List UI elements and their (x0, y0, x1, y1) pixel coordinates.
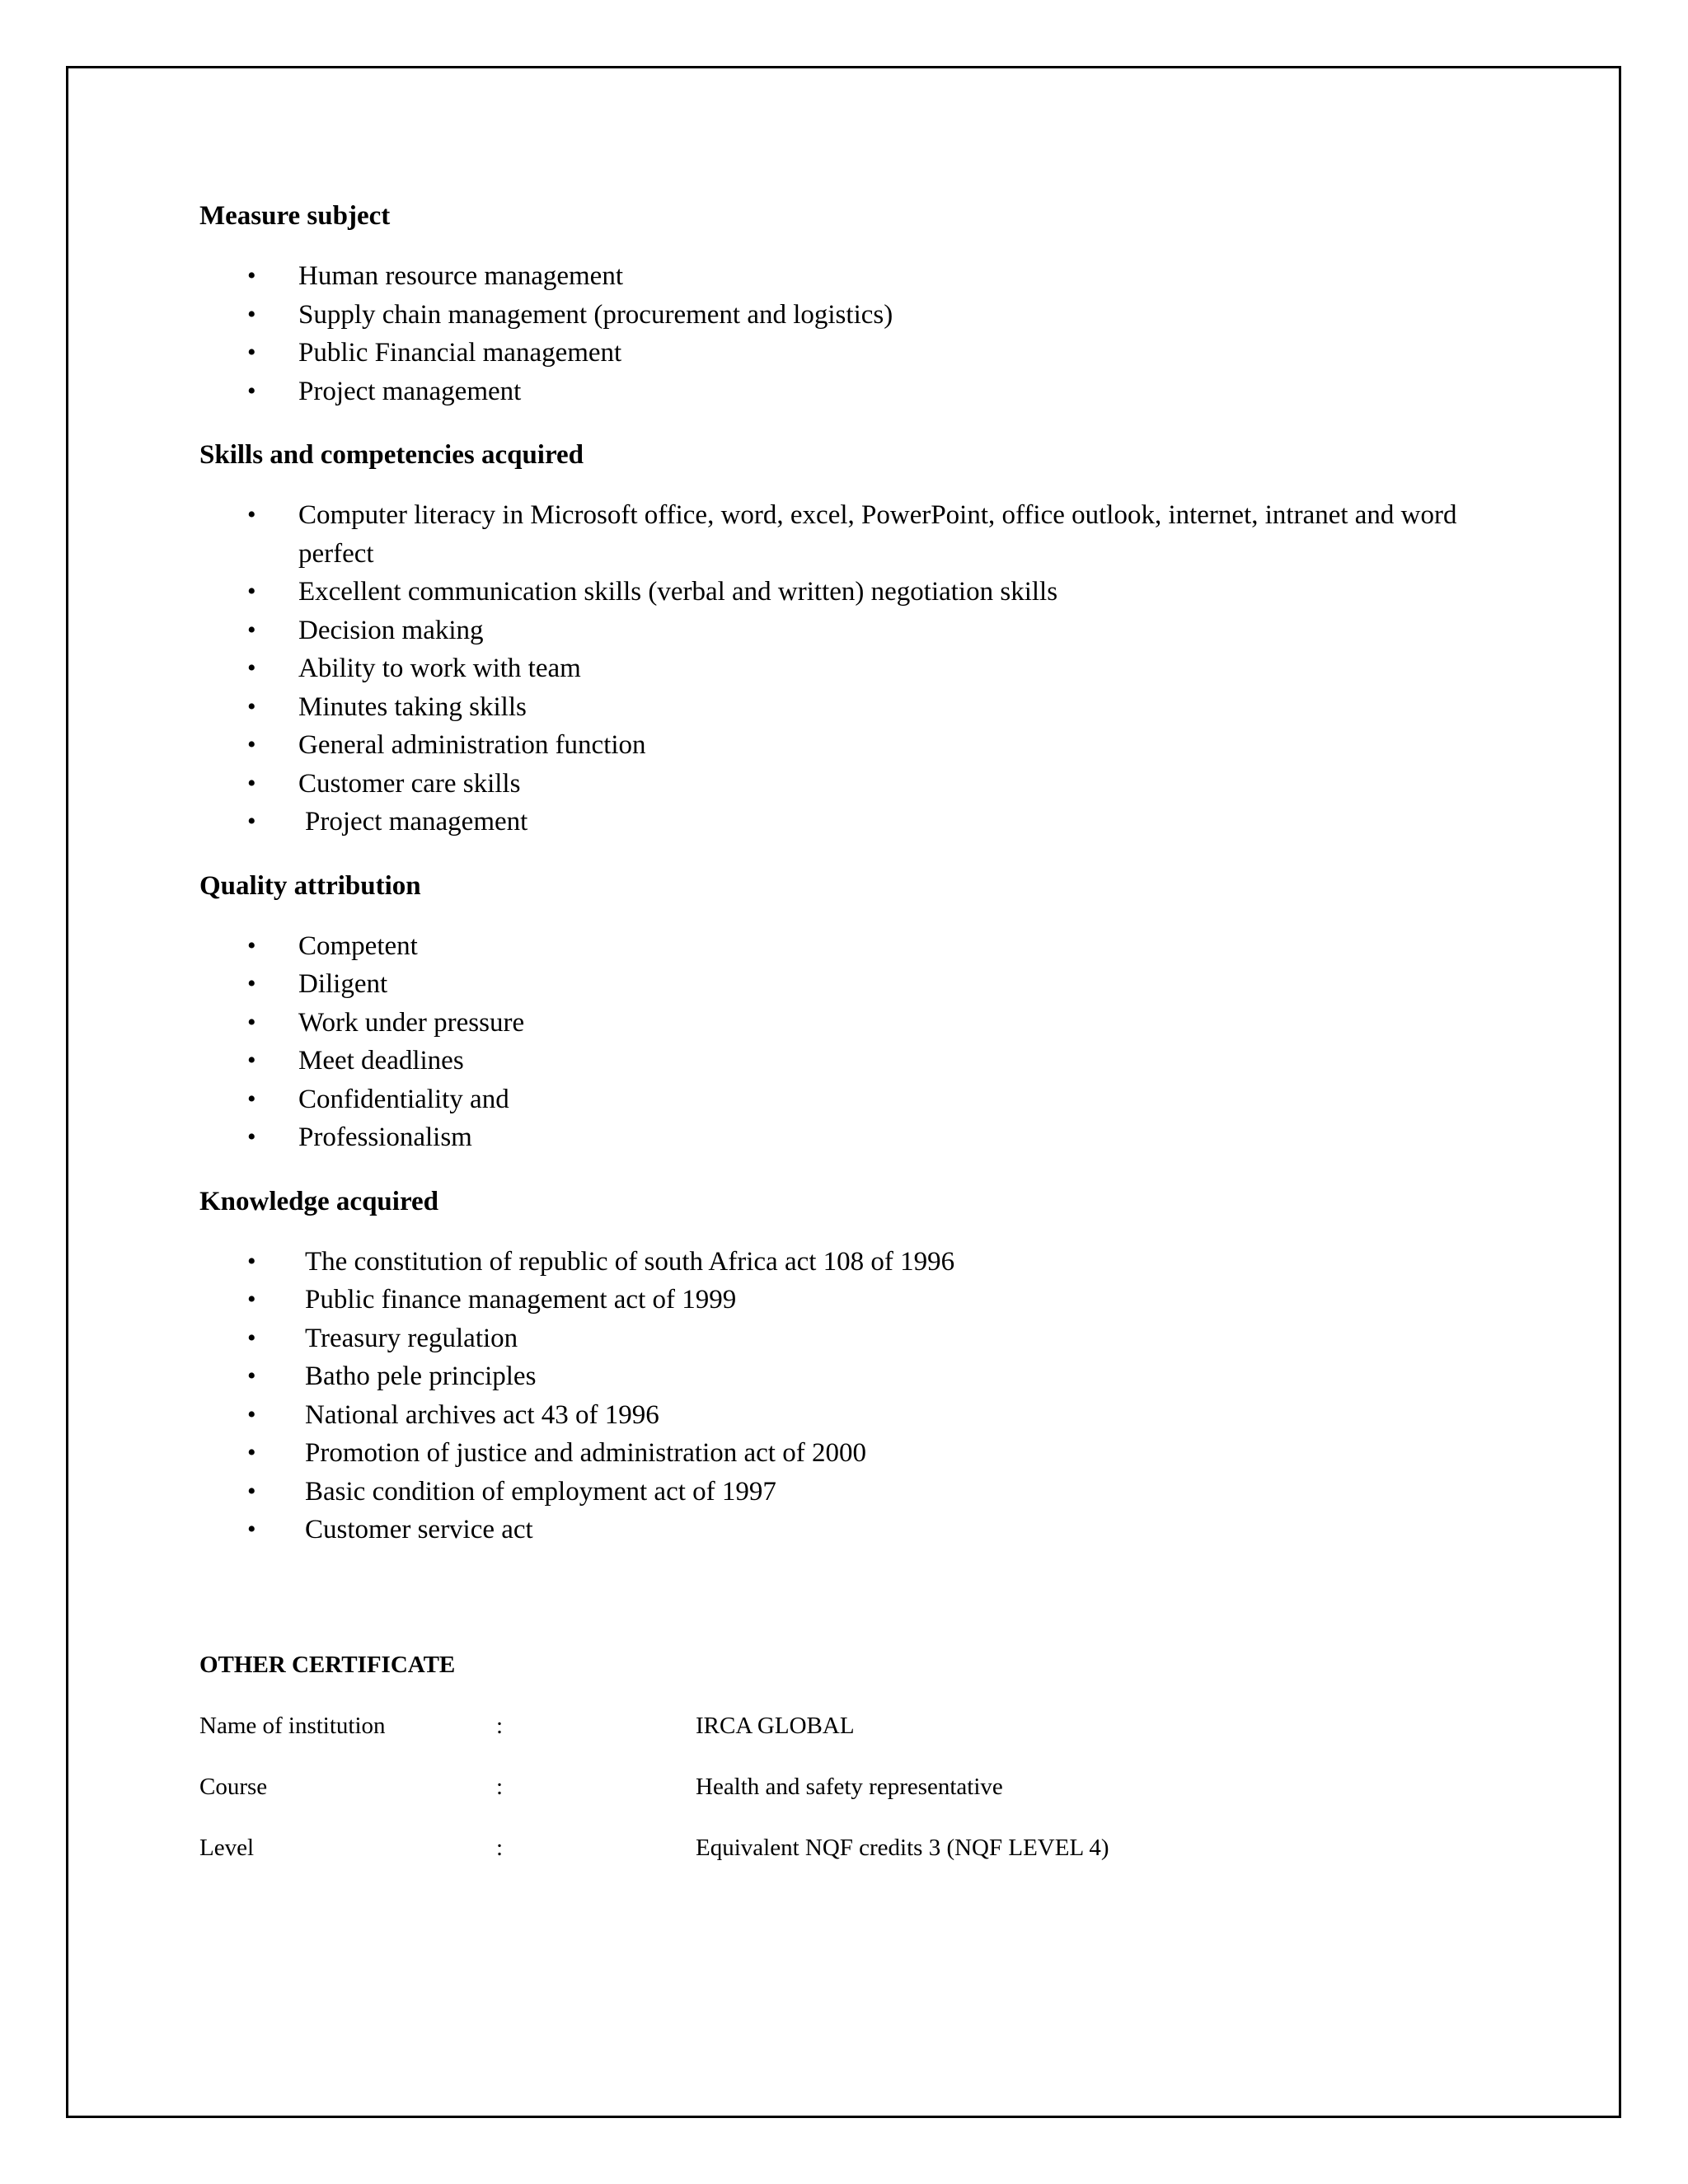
section-heading-quality: Quality attribution (199, 870, 421, 901)
list-item: • Work under pressure (199, 1004, 1469, 1043)
bullet-icon: • (247, 970, 256, 997)
bullet-icon: • (247, 1286, 256, 1313)
certificate-value: Health and safety representative (696, 1773, 1003, 1800)
bullet-icon: • (247, 262, 256, 289)
list-item: • Excellent communication skills (verbal and written) negotiation skills (199, 573, 1469, 612)
list-item: • Public finance management act of 1999 (199, 1281, 1469, 1319)
list-item: • General administration function (199, 726, 1469, 765)
bullet-icon: • (247, 731, 256, 758)
bullet-icon: • (247, 501, 256, 528)
section-heading-skills: Skills and competencies acquired (199, 440, 584, 470)
section-heading-measure-subject: Measure subject (199, 201, 391, 231)
document-content (199, 196, 1469, 1892)
list-item: • The constitution of republic of south Africa act 108 of 1996 (199, 1243, 1469, 1282)
list-item: • Promotion of justice and administration act of 2000 (199, 1434, 1469, 1473)
bullet-icon: • (247, 1123, 256, 1151)
certificate-row-course (199, 1770, 1469, 1803)
bullet-icon: • (247, 1516, 256, 1543)
certificate-label: Course (199, 1773, 268, 1800)
bullet-icon: • (247, 578, 256, 605)
bullet-icon: • (247, 339, 256, 366)
bullet-icon: • (247, 1400, 256, 1428)
other-certificate-heading: OTHER CERTIFICATE (199, 1651, 456, 1678)
bullet-icon: • (247, 654, 256, 682)
certificate-value: Equivalent NQF credits 3 (NQF LEVEL 4) (696, 1834, 1109, 1861)
certificate-row-institution (199, 1709, 1469, 1742)
certificate-value: IRCA GLOBAL (696, 1712, 855, 1739)
bullet-icon: • (247, 1047, 256, 1074)
bullet-icon: • (247, 692, 256, 720)
certificate-label: Name of institution (199, 1712, 386, 1739)
bullet-icon: • (247, 377, 256, 405)
list-item: • National archives act 43 of 1996 (199, 1396, 1469, 1435)
list-item: • Project management (199, 373, 1469, 411)
quality-list (199, 927, 1469, 1157)
knowledge-list (199, 1243, 1469, 1549)
bullet-icon: • (247, 808, 256, 835)
list-item: • Competent (199, 927, 1469, 966)
certificate-separator: : (496, 1773, 504, 1800)
list-item: • Diligent (199, 965, 1469, 1004)
spacer (199, 1574, 1469, 1648)
list-item: • Supply chain management (procurement and logistics) (199, 296, 1469, 335)
list-item: • Computer literacy in Microsoft office, word, excel, PowerPoint, office outlook, internet, intranet and word perfect (199, 496, 1469, 573)
list-item: • Meet deadlines (199, 1042, 1469, 1080)
list-item: • Treasury regulation (199, 1319, 1469, 1358)
list-item: • Customer care skills (199, 765, 1469, 804)
bullet-icon: • (247, 1362, 256, 1390)
certificate-row-level (199, 1831, 1469, 1864)
list-item: • Ability to work with team (199, 649, 1469, 688)
bullet-icon: • (247, 769, 256, 797)
list-item: • Customer service act (199, 1511, 1469, 1549)
list-item: • Human resource management (199, 257, 1469, 296)
list-item: • Batho pele principles (199, 1357, 1469, 1396)
list-item: • Project management (199, 803, 1469, 841)
bullet-icon: • (247, 300, 256, 328)
certificate-label: Level (199, 1834, 255, 1861)
bullet-icon: • (247, 1439, 256, 1466)
bullet-icon: • (247, 1247, 256, 1275)
list-item: • Professionalism (199, 1118, 1469, 1157)
section-heading-knowledge: Knowledge acquired (199, 1186, 438, 1216)
list-item: • Public Financial management (199, 334, 1469, 373)
list-item: • Minutes taking skills (199, 688, 1469, 727)
certificate-separator: : (496, 1834, 504, 1861)
certificate-separator: : (496, 1712, 504, 1739)
bullet-icon: • (247, 1477, 256, 1505)
bullet-icon: • (247, 931, 256, 959)
bullet-icon: • (247, 1008, 256, 1036)
measure-subject-list (199, 257, 1469, 410)
bullet-icon: • (247, 616, 256, 644)
list-item: • Confidentiality and (199, 1080, 1469, 1119)
list-item: • Decision making (199, 612, 1469, 650)
list-item: • Basic condition of employment act of 1997 (199, 1473, 1469, 1511)
bullet-icon: • (247, 1324, 256, 1352)
skills-list (199, 496, 1469, 841)
bullet-icon: • (247, 1085, 256, 1113)
